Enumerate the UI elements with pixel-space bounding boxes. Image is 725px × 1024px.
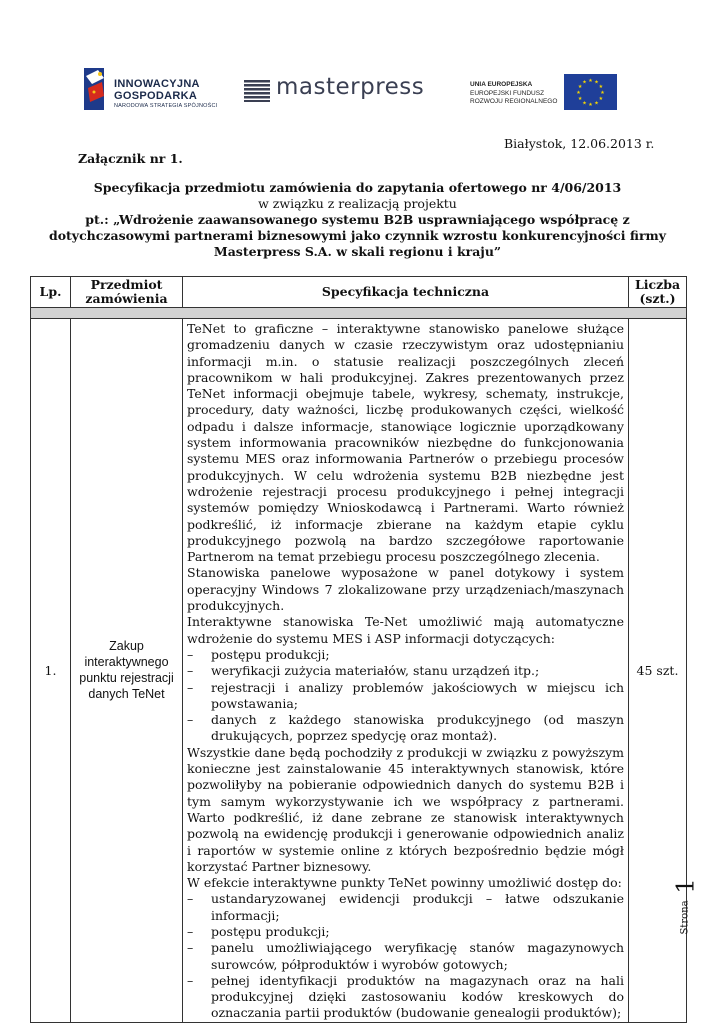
svg-text:★: ★ <box>598 96 604 102</box>
ue-logo <box>468 72 620 112</box>
document-title <box>30 180 685 260</box>
header-logos <box>0 62 725 118</box>
masterpress-logo <box>244 74 444 108</box>
spec-paragraph: W efekcie interaktywne punkty TeNet powinny umożliwić dostęp do: <box>187 875 622 891</box>
svg-text:★: ★ <box>577 96 583 102</box>
table-row <box>31 319 687 1023</box>
list-item: – postępu produkcji; <box>187 924 624 940</box>
svg-text:★: ★ <box>588 78 593 84</box>
separator-cell <box>31 308 687 319</box>
ue-line3: ROZWOJU REGIONALNEGO <box>470 98 558 105</box>
svg-text:★: ★ <box>577 84 583 90</box>
header-lp: Lp. <box>31 277 71 308</box>
list-item: – weryfikacji zużycia materiałów, stanu urządzeń itp.; <box>187 663 624 679</box>
svg-text:★: ★ <box>594 100 599 107</box>
spec-paragraph: Interaktywne stanowiska Te-Net umożliwić mają automatyczne wdrożenie do systemu MES i ASP informacji dotyczących: <box>187 614 624 646</box>
page-word: Strona <box>679 900 691 935</box>
title-line3: pt.: „Wdrożenie zaawansowanego systemu B2B usprawniającego współpracę z dotychczasowymi partnerami biznesowymi jako czynnik wzrostu konkurencyjności firmy Masterpress S.A. w skali regionu i kraju” <box>48 212 667 259</box>
spec-paragraph: TeNet to graficzne – interaktywne stanowisko panelowe służące gromadzeniu danych w czasie rzeczywistym oraz udostępnianiu informacji m.in. o statusie realizacji poszczególnych zleceń pracownikom w hali produkcyjnej. Zakres prezentowanych przez TeNet informacji obejmuje tabele, wykresy, schematy, instrukcje, procedury, daty ważności, liczbę produkowanych części, wielkość odpadu i dalsze informacje, stanowiące logicznie uporządkowany system informowania pracowników niezbędne do funkcjonowania systemu MES oraz informowania Partnerów o przebiegu procesów produkcyjnych. W celu wdrożenia systemu B2B niezbędne jest wdrożenie rejestracji procesu produkcyjnego i pełnej integracji systemów pomiędzy Wnioskodawcą i Partnerami. Warto również podkreślić, iż informacje zbierane na każdym etapie cyklu produkcyjnego pozwolą na bardzo szczegółowe raportowanie Partnerom na temat przebiegu procesu poszczególnego zlecenia. <box>187 321 624 565</box>
header-spec: Specyfikacja techniczna <box>183 277 629 308</box>
spec-paragraph: Stanowiska panelowe wyposażone w panel dotykowy i system operacyjny Windows 7 zlokalizowane przy urządzeniach/maszynach produkcyjnych. <box>187 565 624 614</box>
document-date: Białystok, 12.06.2013 r. <box>504 136 655 151</box>
spec-list-2 <box>187 891 624 1021</box>
svg-text:★: ★ <box>582 100 587 107</box>
header-liczba: Liczba (szt.) <box>629 277 687 308</box>
ig-line1: INNOWACYJNA <box>114 78 200 90</box>
page-num: 1 <box>671 878 700 894</box>
spec-list-1 <box>187 647 624 745</box>
ig-line3: NARODOWA STRATEGIA SPÓJNOŚCI <box>114 103 218 109</box>
svg-text:★: ★ <box>594 79 599 86</box>
ig-emblem-icon <box>84 68 110 110</box>
eu-flag-icon <box>564 74 617 110</box>
ig-line2: GOSPODARKA <box>114 90 198 102</box>
row-lp: 1. <box>31 319 71 1023</box>
title-line1: Specyfikacja przedmiotu zamówienia do zapytania ofertowego nr 4/06/2013 <box>93 180 622 195</box>
svg-text:★: ★ <box>600 90 605 96</box>
page-number <box>671 878 700 938</box>
spec-paragraph: Wszystkie dane będą pochodziły z produkcji w związku z powyższym konieczne jest zainstalowanie 45 interaktywnych stanowisk, które pozwoliłyby na pobieranie odpowiednich danych do systemu B2B i tym samym wykorzystywanie ich we współpracy z partnerami. Warto podkreślić, iż dane zebrane ze stanowisk interaktywnych pozwolą na ewidencję produkcji i generowanie odpowiednich analiz i raportów w systemie online z których bezpośrednio będzie mógł korzystać Partner biznesowy. <box>187 744 624 874</box>
list-item: – pełnej identyfikacji produktów na magazynach oraz na hali produkcyjnej dzięki zastosowaniu kodów kreskowych do oznaczania partii produktów (budowanie genealogii produktów); <box>187 973 624 1022</box>
row-spec <box>183 319 629 1023</box>
list-item: – ustandaryzowanej ewidencji produkcji – łatwe odszukanie informacji; <box>187 891 624 924</box>
masterpress-wordmark: masterpress <box>276 74 425 100</box>
masterpress-bars-icon <box>244 80 270 102</box>
table-header-row <box>31 277 687 308</box>
list-item: – danych z każdego stanowiska produkcyjnego (od maszyn drukujących, poprzez spedycję oraz montaż). <box>187 712 624 745</box>
ue-line2: EUROPEJSKI FUNDUSZ <box>470 90 545 97</box>
specification-table <box>30 276 687 1023</box>
svg-text:★: ★ <box>582 79 587 86</box>
row-liczba: 45 szt. <box>629 319 687 1023</box>
svg-text:★: ★ <box>576 90 581 96</box>
ue-line1: UNIA EUROPEJSKA <box>470 81 533 88</box>
list-item: – panelu umożliwiającego weryfikację stanów magazynowych surowców, półproduktów i wyrobów gotowych; <box>187 940 624 973</box>
table-separator-row <box>31 308 687 319</box>
innowacyjna-gospodarka-logo <box>84 68 224 112</box>
list-item: – postępu produkcji; <box>187 647 624 663</box>
svg-text:★: ★ <box>588 102 593 108</box>
list-item: – rejestracji i analizy problemów jakościowych w miejscu ich powstawania; <box>187 680 624 713</box>
title-line2: w związku z realizacją projektu <box>258 196 457 211</box>
header-przedmiot: Przedmiot zamówienia <box>71 277 183 308</box>
row-przedmiot: Zakup interaktywnego punktu rejestracji danych TeNet <box>71 319 183 1023</box>
attachment-label: Załącznik nr 1. <box>78 151 183 166</box>
svg-text:★: ★ <box>598 84 604 90</box>
